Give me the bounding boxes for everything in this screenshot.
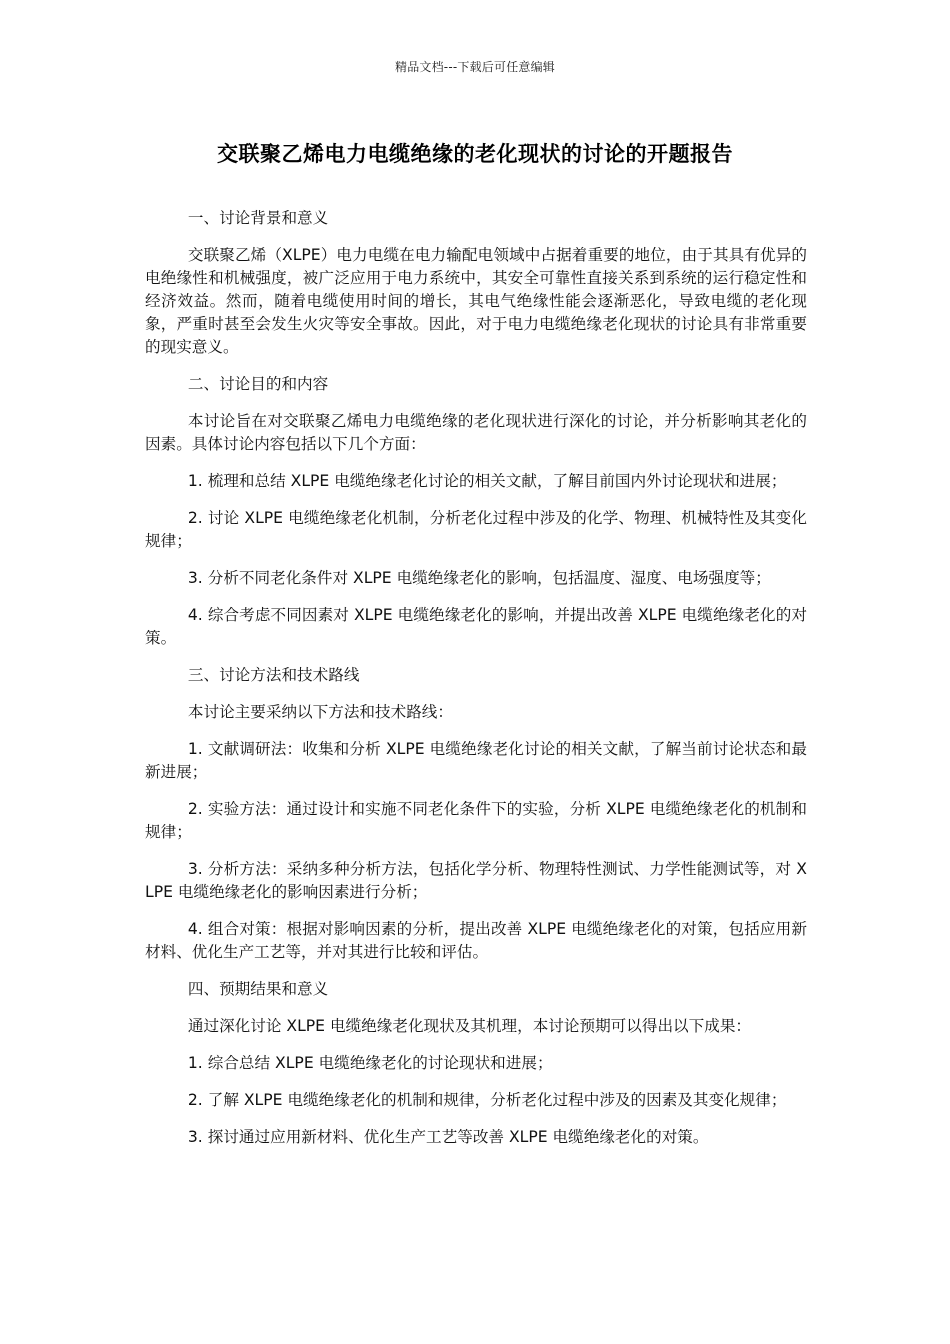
section-heading-expected-results: 四、预期结果和意义 <box>187 980 329 998</box>
list-item-objective-1: 1. 梳理和总结 XLPE 电缆绝缘老化讨论的相关文献，了解目前国内外讨论现状和进展； <box>187 472 787 490</box>
list-item-method-3: 3. 分析方法：采纳多种分析方法，包括化学分析、物理特性测试、力学性能测试等，对 XLPE 电缆绝缘老化的影响因素进行分析； <box>145 860 807 901</box>
document-body <box>145 207 807 1163</box>
list-item-objective-2: 2. 讨论 XLPE 电缆绝缘老化机制，分析老化过程中涉及的化学、物理、机械特性及其变化规律； <box>145 509 807 550</box>
paragraph-results-intro: 通过深化讨论 XLPE 电缆绝缘老化现状及其机理，本讨论预期可以得出以下成果： <box>187 1017 752 1035</box>
section-heading-background: 一、讨论背景和意义 <box>187 209 329 227</box>
section-heading-methods: 三、讨论方法和技术路线 <box>187 666 360 684</box>
paragraph-methods-intro: 本讨论主要采纳以下方法和技术路线： <box>187 703 453 721</box>
header-note: 精品文档---下载后可任意编辑 <box>395 60 555 74</box>
paragraph-objectives-intro: 本讨论旨在对交联聚乙烯电力电缆绝缘的老化现状进行深化的讨论，并分析影响其老化的因素。具体讨论内容包括以下几个方面： <box>145 412 807 453</box>
list-item-method-2: 2. 实验方法：通过设计和实施不同老化条件下的实验，分析 XLPE 电缆绝缘老化的机制和规律； <box>145 800 807 841</box>
list-item-method-1: 1. 文献调研法：收集和分析 XLPE 电缆绝缘老化讨论的相关文献，了解当前讨论状态和最新进展； <box>145 740 807 781</box>
paragraph-background: 交联聚乙烯（XLPE）电力电缆在电力输配电领域中占据着重要的地位，由于其具有优异的电绝缘性和机械强度，被广泛应用于电力系统中，其安全可靠性直接关系到系统的运行稳定性和经济效益。然而，随着电缆使用时间的增长，其电气绝缘性能会逐渐恶化，导致电缆的老化现象，严重时甚至会发生火灾等安全事故。因此，对于电力电缆绝缘老化现状的讨论具有非常重要的现实意义。 <box>145 246 807 356</box>
list-item-objective-4: 4. 综合考虑不同因素对 XLPE 电缆绝缘老化的影响，并提出改善 XLPE 电缆绝缘老化的对策。 <box>145 606 807 647</box>
list-item-result-1: 1. 综合总结 XLPE 电缆绝缘老化的讨论现状和进展； <box>187 1054 553 1072</box>
section-heading-objectives: 二、讨论目的和内容 <box>187 375 329 393</box>
list-item-method-4: 4. 组合对策：根据对影响因素的分析，提出改善 XLPE 电缆绝缘老化的对策，包括应用新材料、优化生产工艺等，并对其进行比较和评估。 <box>145 920 807 961</box>
list-item-result-2: 2. 了解 XLPE 电缆绝缘老化的机制和规律，分析老化过程中涉及的因素及其变化规律； <box>187 1091 787 1109</box>
document-title: 交联聚乙烯电力电缆绝缘的老化现状的讨论的开题报告 <box>217 142 733 166</box>
list-item-result-3: 3. 探讨通过应用新材料、优化生产工艺等改善 XLPE 电缆绝缘老化的对策。 <box>187 1128 709 1146</box>
list-item-objective-3: 3. 分析不同老化条件对 XLPE 电缆绝缘老化的影响，包括温度、湿度、电场强度等； <box>187 569 771 587</box>
